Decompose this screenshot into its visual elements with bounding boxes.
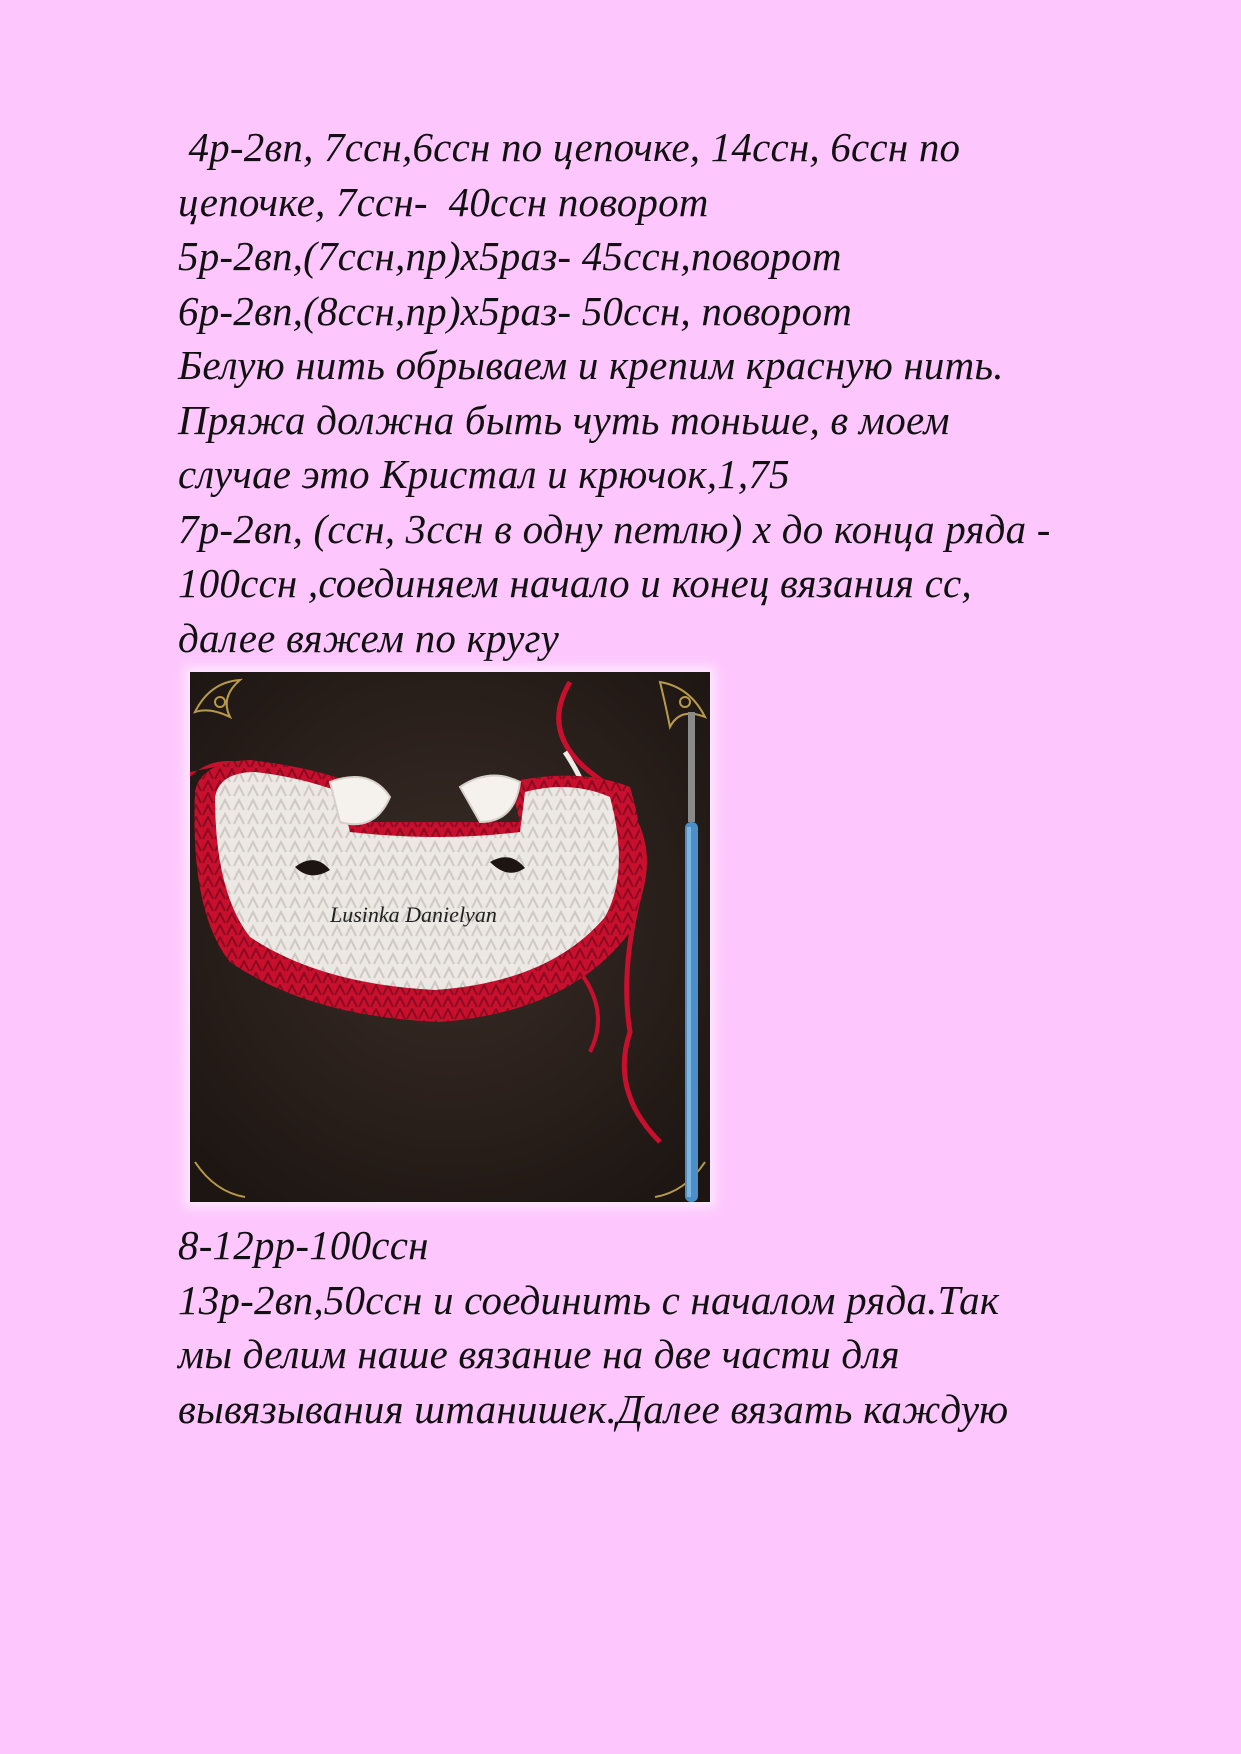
text-line: случае это Кристал и крючок,1,75 bbox=[178, 451, 790, 497]
text-line: 8-12рр-100ссн bbox=[178, 1222, 429, 1268]
text-line: мы делим наше вязание на две части для bbox=[178, 1331, 900, 1377]
instructions-top bbox=[178, 120, 1168, 665]
text-line: 6р-2вп,(8ссн,пр)х5раз- 50ссн, поворот bbox=[178, 287, 853, 334]
text-line: Пряжа должна быть чуть тоньше, в моем bbox=[178, 396, 950, 443]
crochet-photo bbox=[190, 672, 710, 1202]
text-line: вывязывания штанишек.Далее вязать каждую bbox=[178, 1385, 1009, 1432]
photo-watermark: Lusinka Danielyan bbox=[330, 902, 497, 927]
text-line: 13р-2вп,50ссн и соединить с началом ряда.Так bbox=[178, 1276, 1000, 1323]
text-line: Белую нить обрываем и крепим красную нить. bbox=[178, 342, 1004, 388]
crochet-photo-illustration bbox=[190, 672, 710, 1202]
text-line: далее вяжем по кругу bbox=[178, 614, 560, 661]
text-line: 4р-2вп, 7ссн,6ссн по цепочке, 14ссн, 6ссн по bbox=[178, 124, 961, 170]
instructions-bottom bbox=[178, 1218, 1168, 1436]
text-line: цепочке, 7ссн- 40ссн поворот bbox=[178, 178, 709, 225]
text-line: 7р-2вп, (ссн, 3ссн в одну петлю) х до конца ряда - bbox=[178, 505, 1051, 552]
text-line: 5р-2вп,(7ссн,пр)х5раз- 45ссн,поворот bbox=[178, 233, 842, 279]
text-line: 100ссн ,соединяем начало и конец вязания сс, bbox=[178, 560, 972, 606]
